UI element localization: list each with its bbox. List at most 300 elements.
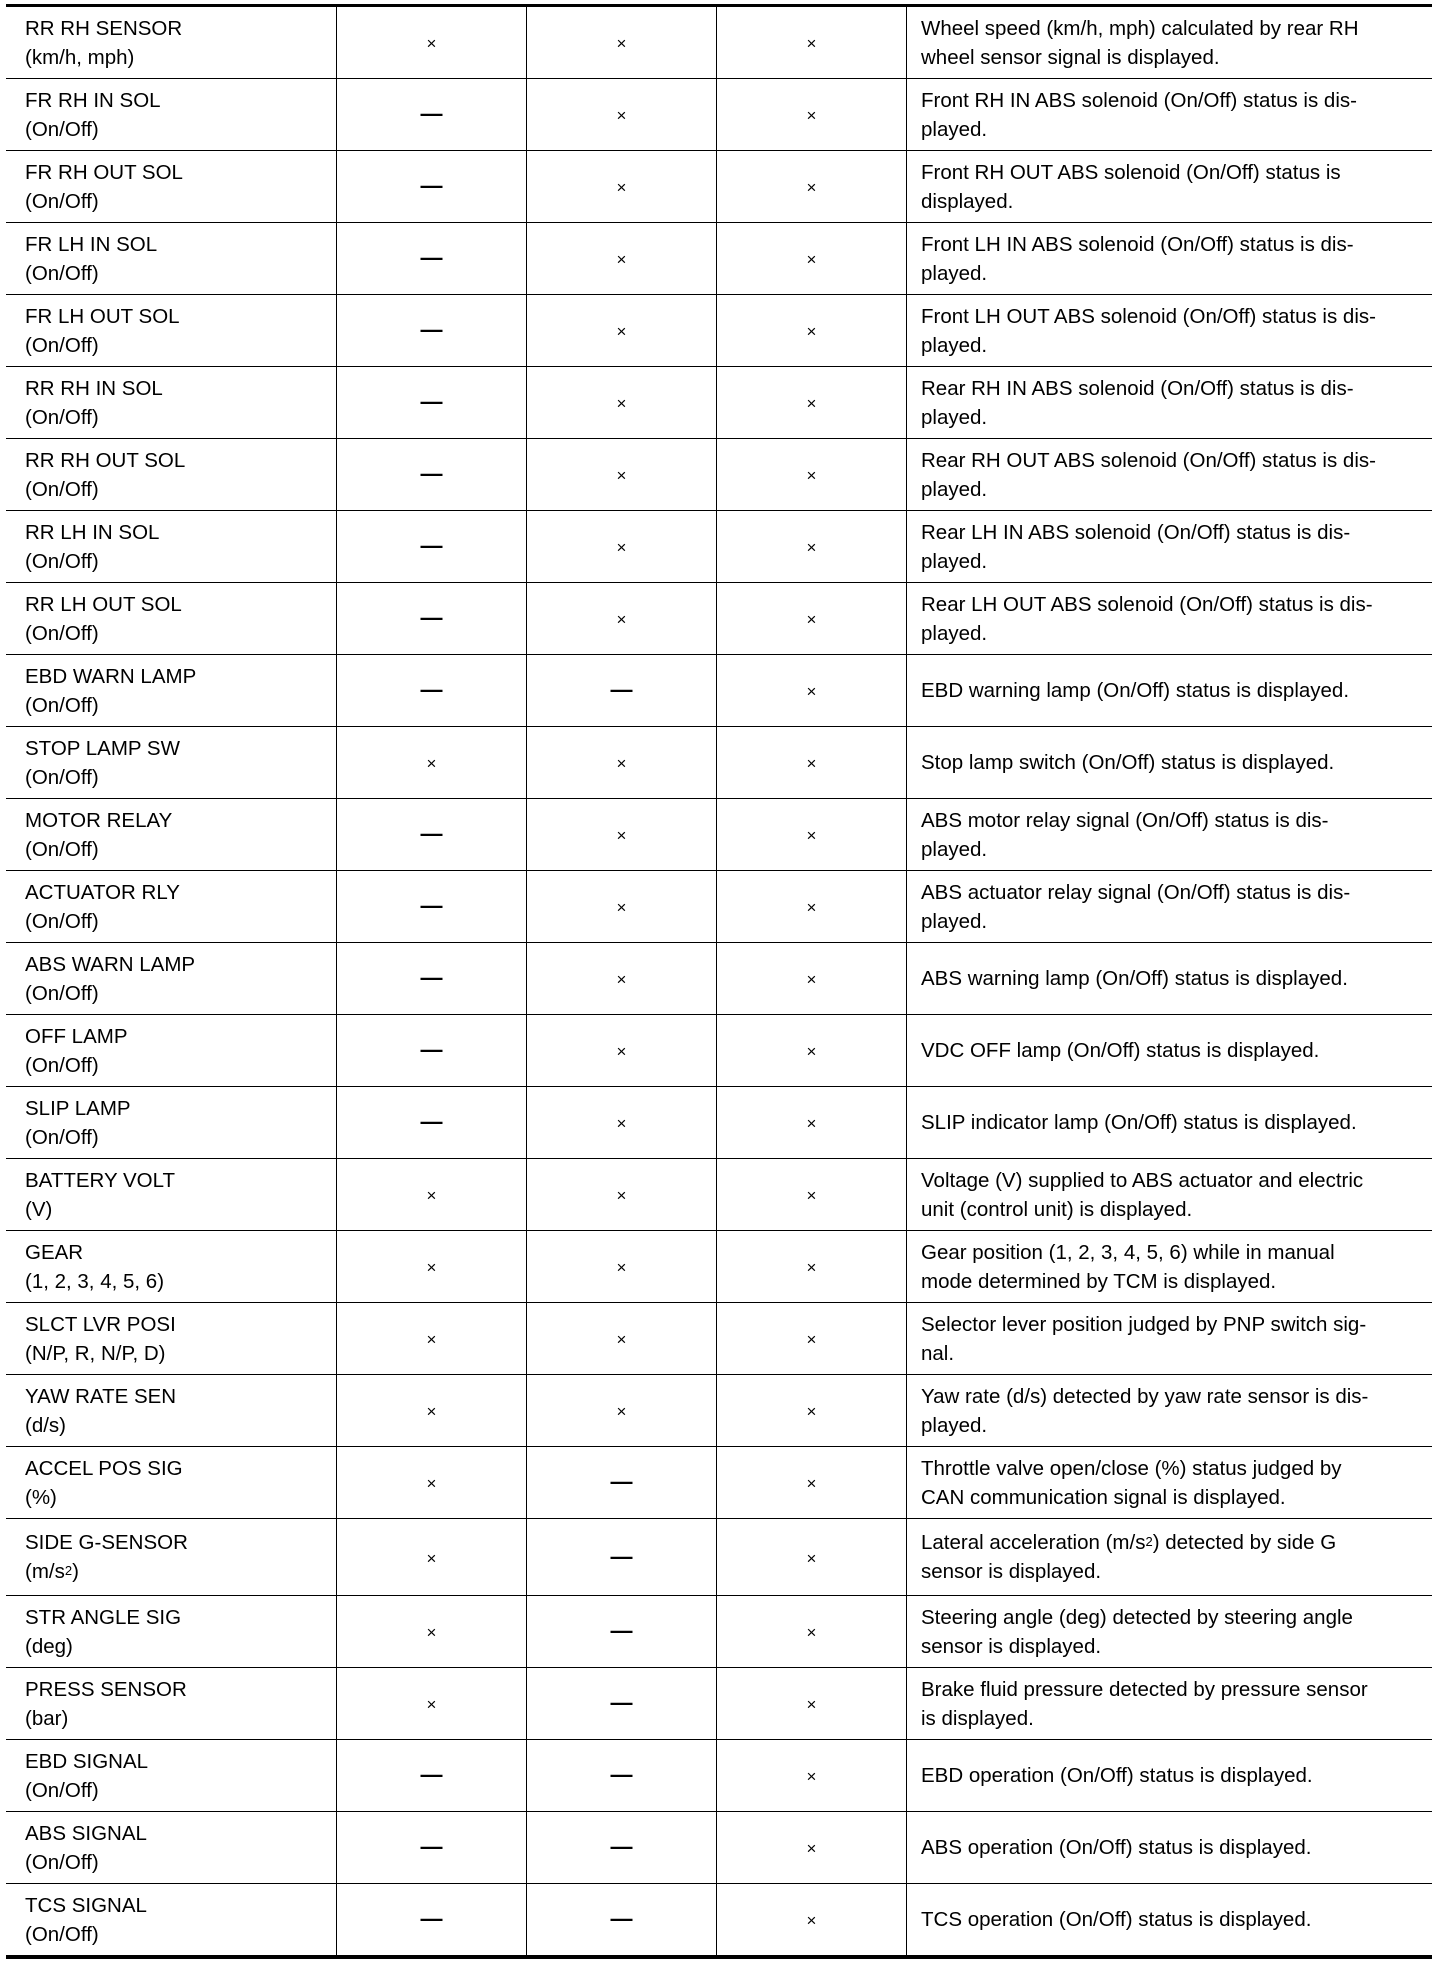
description-line: Voltage (V) supplied to ABS actuator and electric: [921, 1168, 1364, 1192]
table-row: [6, 1740, 1432, 1812]
dash-mark: —: [610, 1834, 633, 1859]
monitor-item-name: EBD WARN LAMP: [25, 664, 197, 688]
monitor-item-name: RR RH IN SOL: [25, 376, 163, 400]
mode-mark-cell: [337, 1303, 527, 1375]
description-cell: [907, 1668, 1433, 1740]
description-line: Front RH IN ABS solenoid (On/Off) status is dis-: [921, 88, 1357, 112]
monitor-item-unit: (On/Off): [25, 765, 99, 789]
description-cell: [907, 799, 1433, 871]
monitor-item-unit: (On/Off): [25, 117, 99, 141]
description-cell: [907, 943, 1433, 1015]
monitor-item-unit: (deg): [25, 1634, 73, 1658]
cross-mark: ×: [806, 1186, 817, 1205]
description-line: played.: [921, 405, 988, 429]
monitor-item-name: PRESS SENSOR: [25, 1677, 187, 1701]
mode-mark-cell: [337, 871, 527, 943]
description-line: CAN communication signal is displayed.: [921, 1485, 1286, 1509]
description-line: Rear LH IN ABS solenoid (On/Off) status is dis-: [921, 520, 1351, 544]
dash-mark: —: [420, 821, 443, 846]
monitor-item-unit: (N/P, R, N/P, D): [25, 1341, 166, 1365]
description-cell: [907, 1087, 1433, 1159]
description-cell: [907, 1303, 1433, 1375]
mode-mark-cell: [337, 6, 527, 79]
mode-mark-cell: [527, 223, 717, 295]
cross-mark: ×: [806, 1042, 817, 1061]
description-cell: [907, 871, 1433, 943]
mode-mark-cell: [337, 655, 527, 727]
description-cell: [907, 1740, 1433, 1812]
monitor-item-unit: (1, 2, 3, 4, 5, 6): [25, 1269, 165, 1293]
description-cell: [907, 1015, 1433, 1087]
monitor-item-cell: [6, 871, 337, 943]
description-cell: [907, 727, 1433, 799]
dash-mark: —: [420, 605, 443, 630]
monitor-item-name: ACCEL POS SIG: [25, 1456, 183, 1480]
cross-mark: ×: [616, 34, 627, 53]
description-cell: [907, 6, 1433, 79]
monitor-item-name: YAW RATE SEN: [25, 1384, 177, 1408]
description-line: Gear position (1, 2, 3, 4, 5, 6) while in manual: [921, 1240, 1335, 1264]
monitor-item-unit: (On/Off): [25, 909, 99, 933]
mode-mark-cell: [717, 1668, 907, 1740]
monitor-item-unit: (d/s): [25, 1413, 66, 1437]
mode-mark-cell: [717, 1740, 907, 1812]
description-line: played.: [921, 477, 988, 501]
monitor-item-cell: [6, 1159, 337, 1231]
description-cell: [907, 1447, 1433, 1519]
mode-mark-cell: [527, 1596, 717, 1668]
cross-mark: ×: [806, 754, 817, 773]
cross-mark: ×: [616, 898, 627, 917]
mode-mark-cell: [717, 727, 907, 799]
mode-mark-cell: [527, 151, 717, 223]
description-cell: [907, 223, 1433, 295]
cross-mark: ×: [806, 826, 817, 845]
mode-mark-cell: [527, 583, 717, 655]
monitor-item-name: MOTOR RELAY: [25, 808, 173, 832]
mode-mark-cell: [527, 1303, 717, 1375]
mode-mark-cell: [717, 1884, 907, 1958]
mode-mark-cell: [527, 1812, 717, 1884]
mode-mark-cell: [717, 1596, 907, 1668]
monitor-item-name: BATTERY VOLT: [25, 1168, 175, 1192]
description-cell: [907, 1596, 1433, 1668]
cross-mark: ×: [806, 1258, 817, 1277]
mode-mark-cell: [717, 295, 907, 367]
monitor-item-name: EBD SIGNAL: [25, 1749, 149, 1773]
mode-mark-cell: [337, 1596, 527, 1668]
table-row: [6, 799, 1432, 871]
dash-mark: —: [610, 677, 633, 702]
dash-mark: —: [420, 1037, 443, 1062]
description-line: Front RH OUT ABS solenoid (On/Off) status is: [921, 160, 1341, 184]
description-text-end: ) detected by side G: [1152, 1531, 1337, 1554]
monitor-item-cell: [6, 1884, 337, 1958]
monitor-item-name: GEAR: [25, 1240, 84, 1264]
monitor-item-name: FR RH OUT SOL: [25, 160, 183, 184]
description-line: sensor is displayed.: [921, 1634, 1102, 1658]
mode-mark-cell: [527, 367, 717, 439]
description-line: EBD warning lamp (On/Off) status is displayed.: [921, 679, 1350, 702]
monitor-item-cell: [6, 439, 337, 511]
mode-mark-cell: [337, 295, 527, 367]
cross-mark: ×: [806, 106, 817, 125]
monitor-item-unit: (On/Off): [25, 1922, 99, 1946]
description-cell: [907, 583, 1433, 655]
cross-mark: ×: [806, 1839, 817, 1858]
description-line: SLIP indicator lamp (On/Off) status is displayed.: [921, 1111, 1357, 1134]
table-row: [6, 223, 1432, 295]
monitor-item-unit: (On/Off): [25, 1125, 99, 1149]
monitor-item-name: ABS SIGNAL: [25, 1821, 147, 1845]
mode-mark-cell: [717, 943, 907, 1015]
monitor-item-unit: (On/Off): [25, 189, 99, 213]
cross-mark: ×: [806, 250, 817, 269]
mode-mark-cell: [527, 1087, 717, 1159]
cross-mark: ×: [806, 1402, 817, 1421]
cross-mark: ×: [426, 1258, 437, 1277]
mode-mark-cell: [717, 1087, 907, 1159]
cross-mark: ×: [616, 250, 627, 269]
description-cell: [907, 151, 1433, 223]
monitor-item-unit: (bar): [25, 1706, 69, 1730]
monitor-item-cell: [6, 799, 337, 871]
description-line: TCS operation (On/Off) status is displayed.: [921, 1908, 1312, 1931]
monitor-item-unit: (km/h, mph): [25, 45, 135, 69]
mode-mark-cell: [717, 439, 907, 511]
monitor-item-name: STOP LAMP SW: [25, 736, 180, 760]
mode-mark-cell: [717, 1375, 907, 1447]
description-line: Throttle valve open/close (%) status judged by: [921, 1456, 1342, 1480]
description-line: played.: [921, 333, 988, 357]
cross-mark: ×: [426, 1330, 437, 1349]
description-line: ABS operation (On/Off) status is displayed.: [921, 1836, 1312, 1859]
mode-mark-cell: [337, 1087, 527, 1159]
mode-mark-cell: [717, 151, 907, 223]
monitor-item-cell: [6, 511, 337, 583]
dash-mark: —: [420, 461, 443, 486]
monitor-item-name: RR LH OUT SOL: [25, 592, 182, 616]
mode-mark-cell: [717, 6, 907, 79]
cross-mark: ×: [806, 466, 817, 485]
monitor-item-unit: (%): [25, 1485, 57, 1509]
cross-mark: ×: [806, 394, 817, 413]
monitor-item-cell: [6, 151, 337, 223]
dash-mark: —: [610, 1690, 633, 1715]
table-row: [6, 871, 1432, 943]
description-cell: [907, 1812, 1433, 1884]
monitor-item-name: RR RH SENSOR: [25, 16, 183, 40]
mode-mark-cell: [337, 727, 527, 799]
table-row: [6, 367, 1432, 439]
description-line: played.: [921, 909, 988, 933]
mode-mark-cell: [337, 1231, 527, 1303]
description-line: Rear RH IN ABS solenoid (On/Off) status is dis-: [921, 376, 1354, 400]
description-line: played.: [921, 549, 988, 573]
mode-mark-cell: [337, 151, 527, 223]
mode-mark-cell: [527, 1375, 717, 1447]
mode-mark-cell: [337, 799, 527, 871]
table-row: [6, 583, 1432, 655]
table-row: [6, 295, 1432, 367]
monitor-item-name: SLIP LAMP: [25, 1096, 131, 1120]
monitor-item-name: SLCT LVR POSI: [25, 1312, 176, 1336]
monitor-item-unit: (On/Off): [25, 1850, 99, 1874]
table-row: [6, 1596, 1432, 1668]
dash-mark: —: [420, 173, 443, 198]
description-line: displayed.: [921, 189, 1014, 213]
description-text: Lateral acceleration (m/s: [921, 1531, 1146, 1554]
table-row: [6, 1303, 1432, 1375]
table-row: [6, 6, 1432, 79]
cross-mark: ×: [806, 1911, 817, 1930]
description-cell: [907, 295, 1433, 367]
mode-mark-cell: [337, 1375, 527, 1447]
monitor-item-cell: [6, 1015, 337, 1087]
dash-mark: —: [610, 1618, 633, 1643]
monitor-item-name: SIDE G-SENSOR: [25, 1531, 188, 1554]
cross-mark: ×: [616, 1114, 627, 1133]
description-line: wheel sensor signal is displayed.: [921, 45, 1220, 69]
table-row: [6, 1519, 1432, 1596]
monitor-item-cell: [6, 223, 337, 295]
mode-mark-cell: [337, 1884, 527, 1958]
mode-mark-cell: [337, 583, 527, 655]
dash-mark: —: [420, 245, 443, 270]
monitor-item-cell: [6, 943, 337, 1015]
description-cell: [907, 1519, 1433, 1596]
mode-mark-cell: [527, 1740, 717, 1812]
monitor-item-cell: [6, 1087, 337, 1159]
monitor-item-name: FR LH OUT SOL: [25, 304, 180, 328]
dash-mark: —: [420, 1762, 443, 1787]
mode-mark-cell: [717, 511, 907, 583]
monitor-item-unit: (On/Off): [25, 261, 99, 285]
monitor-item-unit: [25, 1557, 336, 1586]
dash-mark: —: [610, 1906, 633, 1931]
mode-mark-cell: [717, 655, 907, 727]
dash-mark: —: [420, 677, 443, 702]
description-cell: [907, 1231, 1433, 1303]
dash-mark: —: [610, 1469, 633, 1494]
description-line: ABS warning lamp (On/Off) status is displayed.: [921, 967, 1348, 990]
table-row: [6, 1812, 1432, 1884]
description-cell: [907, 439, 1433, 511]
table-row: [6, 1884, 1432, 1958]
monitor-item-name: RR RH OUT SOL: [25, 448, 186, 472]
dash-mark: —: [610, 1762, 633, 1787]
description-cell: [907, 79, 1433, 151]
mode-mark-cell: [527, 1447, 717, 1519]
mode-mark-cell: [527, 1668, 717, 1740]
mode-mark-cell: [337, 223, 527, 295]
cross-mark: ×: [426, 1623, 437, 1642]
cross-mark: ×: [806, 1767, 817, 1786]
monitor-item-name: FR RH IN SOL: [25, 88, 161, 112]
cross-mark: ×: [616, 178, 627, 197]
table-row: [6, 727, 1432, 799]
mode-mark-cell: [527, 79, 717, 151]
description-line: played.: [921, 837, 988, 861]
description-line: nal.: [921, 1341, 955, 1365]
monitor-item-name: FR LH IN SOL: [25, 232, 158, 256]
table-row: [6, 79, 1432, 151]
monitor-item-cell: [6, 727, 337, 799]
description-cell: [907, 1159, 1433, 1231]
dash-mark: —: [420, 317, 443, 342]
monitor-item-unit: (On/Off): [25, 693, 99, 717]
mode-mark-cell: [717, 799, 907, 871]
cross-mark: ×: [806, 610, 817, 629]
monitor-item-unit: (On/Off): [25, 333, 99, 357]
cross-mark: ×: [616, 610, 627, 629]
dash-mark: —: [420, 1906, 443, 1931]
description-line: Rear RH OUT ABS solenoid (On/Off) status is dis-: [921, 448, 1376, 472]
cross-mark: ×: [616, 1186, 627, 1205]
monitor-item-cell: [6, 1303, 337, 1375]
cross-mark: ×: [806, 1548, 817, 1568]
description-cell: [907, 655, 1433, 727]
monitor-item-cell: [6, 367, 337, 439]
cross-mark: ×: [616, 322, 627, 341]
cross-mark: ×: [806, 682, 817, 701]
cross-mark: ×: [806, 178, 817, 197]
monitor-item-cell: [6, 1231, 337, 1303]
table-row: [6, 1668, 1432, 1740]
mode-mark-cell: [337, 1668, 527, 1740]
monitor-item-name: ABS WARN LAMP: [25, 952, 196, 976]
description-line: [921, 1528, 1422, 1557]
monitor-item-unit: (On/Off): [25, 981, 99, 1005]
mode-mark-cell: [337, 1447, 527, 1519]
monitor-item-cell: [6, 6, 337, 79]
description-line: Stop lamp switch (On/Off) status is displayed.: [921, 751, 1335, 774]
mode-mark-cell: [527, 1519, 717, 1596]
cross-mark: ×: [616, 1330, 627, 1349]
monitor-item-unit: (On/Off): [25, 1778, 99, 1802]
description-line: mode determined by TCM is displayed.: [921, 1269, 1277, 1293]
mode-mark-cell: [717, 1303, 907, 1375]
monitor-item-unit: (On/Off): [25, 1053, 99, 1077]
mode-mark-cell: [527, 1015, 717, 1087]
cross-mark: ×: [616, 394, 627, 413]
description-cell: [907, 1375, 1433, 1447]
table-row: [6, 1375, 1432, 1447]
cross-mark: ×: [616, 970, 627, 989]
description-line: played.: [921, 1413, 988, 1437]
dash-mark: —: [420, 533, 443, 558]
monitor-item-name: STR ANGLE SIG: [25, 1605, 182, 1629]
dash-mark: —: [420, 893, 443, 918]
mode-mark-cell: [527, 943, 717, 1015]
mode-mark-cell: [337, 1159, 527, 1231]
mode-mark-cell: [527, 1884, 717, 1958]
cross-mark: ×: [616, 1258, 627, 1277]
dash-mark: —: [420, 1109, 443, 1134]
mode-mark-cell: [337, 943, 527, 1015]
monitor-item-unit: (On/Off): [25, 621, 99, 645]
description-line: is displayed.: [921, 1706, 1034, 1730]
cross-mark: ×: [806, 898, 817, 917]
table-row: [6, 1447, 1432, 1519]
table-row: [6, 439, 1432, 511]
cross-mark: ×: [616, 466, 627, 485]
mode-mark-cell: [717, 1159, 907, 1231]
cross-mark: ×: [616, 1042, 627, 1061]
description-line: played.: [921, 261, 988, 285]
mode-mark-cell: [717, 79, 907, 151]
cross-mark: ×: [806, 1623, 817, 1642]
description-line: played.: [921, 621, 988, 645]
description-line: ABS motor relay signal (On/Off) status is dis-: [921, 808, 1329, 832]
table-row: [6, 655, 1432, 727]
cross-mark: ×: [426, 1548, 437, 1568]
description-line: Rear LH OUT ABS solenoid (On/Off) status is dis-: [921, 592, 1373, 616]
monitor-item-unit: (V): [25, 1197, 53, 1221]
mode-mark-cell: [717, 1231, 907, 1303]
monitor-item-cell: [6, 1668, 337, 1740]
cross-mark: ×: [806, 970, 817, 989]
dash-mark: —: [420, 965, 443, 990]
table-row: [6, 1159, 1432, 1231]
mode-mark-cell: [337, 511, 527, 583]
table-row: [6, 1231, 1432, 1303]
monitor-item-cell: [6, 1596, 337, 1668]
mode-mark-cell: [337, 1015, 527, 1087]
mode-mark-cell: [527, 6, 717, 79]
dash-mark: —: [420, 389, 443, 414]
monitor-item-unit: (On/Off): [25, 405, 99, 429]
description-line: Selector lever position judged by PNP switch sig-: [921, 1312, 1367, 1336]
description-cell: [907, 511, 1433, 583]
cross-mark: ×: [806, 1474, 817, 1493]
cross-mark: ×: [806, 538, 817, 557]
description-line: unit (control unit) is displayed.: [921, 1197, 1193, 1221]
description-line: Wheel speed (km/h, mph) calculated by rear RH: [921, 16, 1359, 40]
table-body: [6, 6, 1432, 1958]
description-line: Brake fluid pressure detected by pressure sensor: [921, 1677, 1368, 1701]
mode-mark-cell: [717, 583, 907, 655]
table-row: [6, 511, 1432, 583]
cross-mark: ×: [616, 538, 627, 557]
mode-mark-cell: [337, 1812, 527, 1884]
unit-text: (m/s: [25, 1560, 65, 1583]
mode-mark-cell: [337, 1740, 527, 1812]
monitor-item-cell: [6, 79, 337, 151]
dash-mark: —: [610, 1543, 633, 1569]
unit-superscript: 2: [64, 1563, 73, 1578]
mode-mark-cell: [717, 1519, 907, 1596]
cross-mark: ×: [806, 1695, 817, 1714]
mode-mark-cell: [527, 511, 717, 583]
cross-mark: ×: [616, 754, 627, 773]
table-row: [6, 943, 1432, 1015]
mode-mark-cell: [527, 439, 717, 511]
monitor-item-unit: (On/Off): [25, 477, 99, 501]
dash-mark: —: [420, 101, 443, 126]
cross-mark: ×: [806, 1330, 817, 1349]
monitor-item-name: TCS SIGNAL: [25, 1893, 147, 1917]
mode-mark-cell: [337, 79, 527, 151]
description-cell: [907, 367, 1433, 439]
mode-mark-cell: [527, 871, 717, 943]
monitor-item-cell: [6, 1447, 337, 1519]
data-monitor-table: [6, 4, 1432, 1959]
description-line: Front LH OUT ABS solenoid (On/Off) status is dis-: [921, 304, 1376, 328]
mode-mark-cell: [717, 223, 907, 295]
monitor-item-name: RR LH IN SOL: [25, 520, 160, 544]
cross-mark: ×: [616, 826, 627, 845]
